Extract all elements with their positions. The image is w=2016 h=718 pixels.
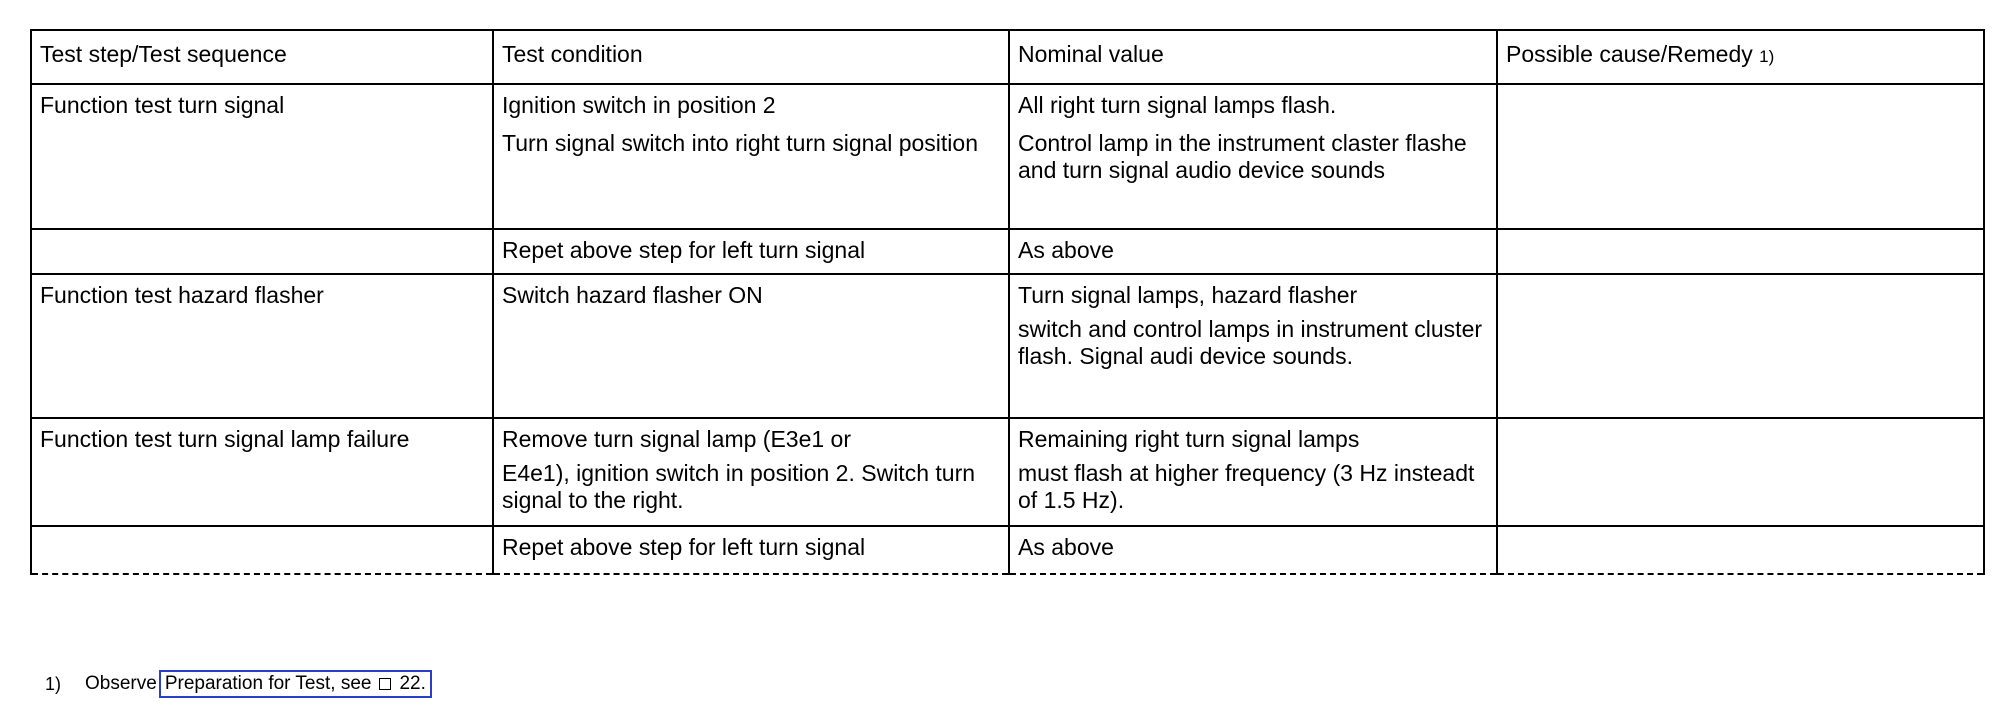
header-nominal-value xyxy=(1009,30,1497,84)
header-possible-cause xyxy=(1497,30,1984,84)
cell-condition xyxy=(493,526,1009,574)
footnote-text: Observe xyxy=(85,673,157,694)
header-test-condition-label: Test condition xyxy=(502,41,643,67)
test-table xyxy=(30,29,1985,575)
header-test-step xyxy=(31,30,493,84)
header-test-step-label: Test step/Test sequence xyxy=(40,41,287,67)
nominal-line: Turn signal lamps, hazard flasher xyxy=(1018,282,1358,308)
square-reference-icon xyxy=(379,678,391,690)
cell-remedy xyxy=(1497,274,1984,418)
condition-line: E4e1), ignition switch in position 2. Switch turn signal to the right. xyxy=(502,460,976,513)
preparation-link-page: 22. xyxy=(399,673,426,694)
footnote xyxy=(45,670,432,698)
cell-nominal xyxy=(1009,274,1497,418)
preparation-link-label: Preparation for Test, see xyxy=(164,673,372,694)
cell-step xyxy=(31,418,493,526)
nominal-line: switch and control lamps in instrument cluster flash. Signal audi device sounds. xyxy=(1018,316,1483,369)
nominal-line: must flash at higher frequency (3 Hz insteadt of 1.5 Hz). xyxy=(1018,460,1475,513)
cell-remedy xyxy=(1497,526,1984,574)
table-row xyxy=(31,418,1984,526)
table-row xyxy=(31,229,1984,274)
condition-line: Switch hazard flasher ON xyxy=(502,282,763,308)
nominal-line: As above xyxy=(1018,237,1114,263)
condition-line: Repet above step for left turn signal xyxy=(502,237,866,263)
nominal-line: Control lamp in the instrument claster flashe and turn signal audio device sounds xyxy=(1018,130,1467,183)
condition-line: Turn signal switch into right turn signal position xyxy=(502,130,978,156)
header-nominal-value-label: Nominal value xyxy=(1018,41,1164,67)
cell-nominal xyxy=(1009,526,1497,574)
cell-nominal xyxy=(1009,229,1497,274)
cell-remedy xyxy=(1497,418,1984,526)
table-row xyxy=(31,84,1984,229)
cell-step xyxy=(31,274,493,418)
step-text: Function test turn signal xyxy=(40,92,285,118)
nominal-line: All right turn signal lamps flash. xyxy=(1018,92,1337,118)
cell-step xyxy=(31,526,493,574)
condition-line: Remove turn signal lamp (E3e1 or xyxy=(502,426,851,452)
condition-line: Ignition switch in position 2 xyxy=(502,92,776,118)
nominal-line: As above xyxy=(1018,534,1114,560)
condition-line: Repet above step for left turn signal xyxy=(502,534,866,560)
table-row xyxy=(31,274,1984,418)
cell-nominal xyxy=(1009,84,1497,229)
cell-condition xyxy=(493,84,1009,229)
nominal-line: Remaining right turn signal lamps xyxy=(1018,426,1360,452)
cell-condition xyxy=(493,274,1009,418)
cell-step xyxy=(31,229,493,274)
table-row xyxy=(31,526,1984,574)
header-possible-cause-label: Possible cause/Remedy xyxy=(1506,41,1753,67)
header-test-condition xyxy=(493,30,1009,84)
footnote-ref: 1) xyxy=(1759,47,1775,66)
cell-remedy xyxy=(1497,229,1984,274)
preparation-link[interactable] xyxy=(159,670,432,698)
table-header-row xyxy=(31,30,1984,84)
cell-step xyxy=(31,84,493,229)
footnote-mark: 1) xyxy=(45,673,62,694)
cell-condition xyxy=(493,229,1009,274)
cell-nominal xyxy=(1009,418,1497,526)
step-text: Function test turn signal lamp failure xyxy=(40,426,410,452)
cell-condition xyxy=(493,418,1009,526)
cell-remedy xyxy=(1497,84,1984,229)
step-text: Function test hazard flasher xyxy=(40,282,324,308)
